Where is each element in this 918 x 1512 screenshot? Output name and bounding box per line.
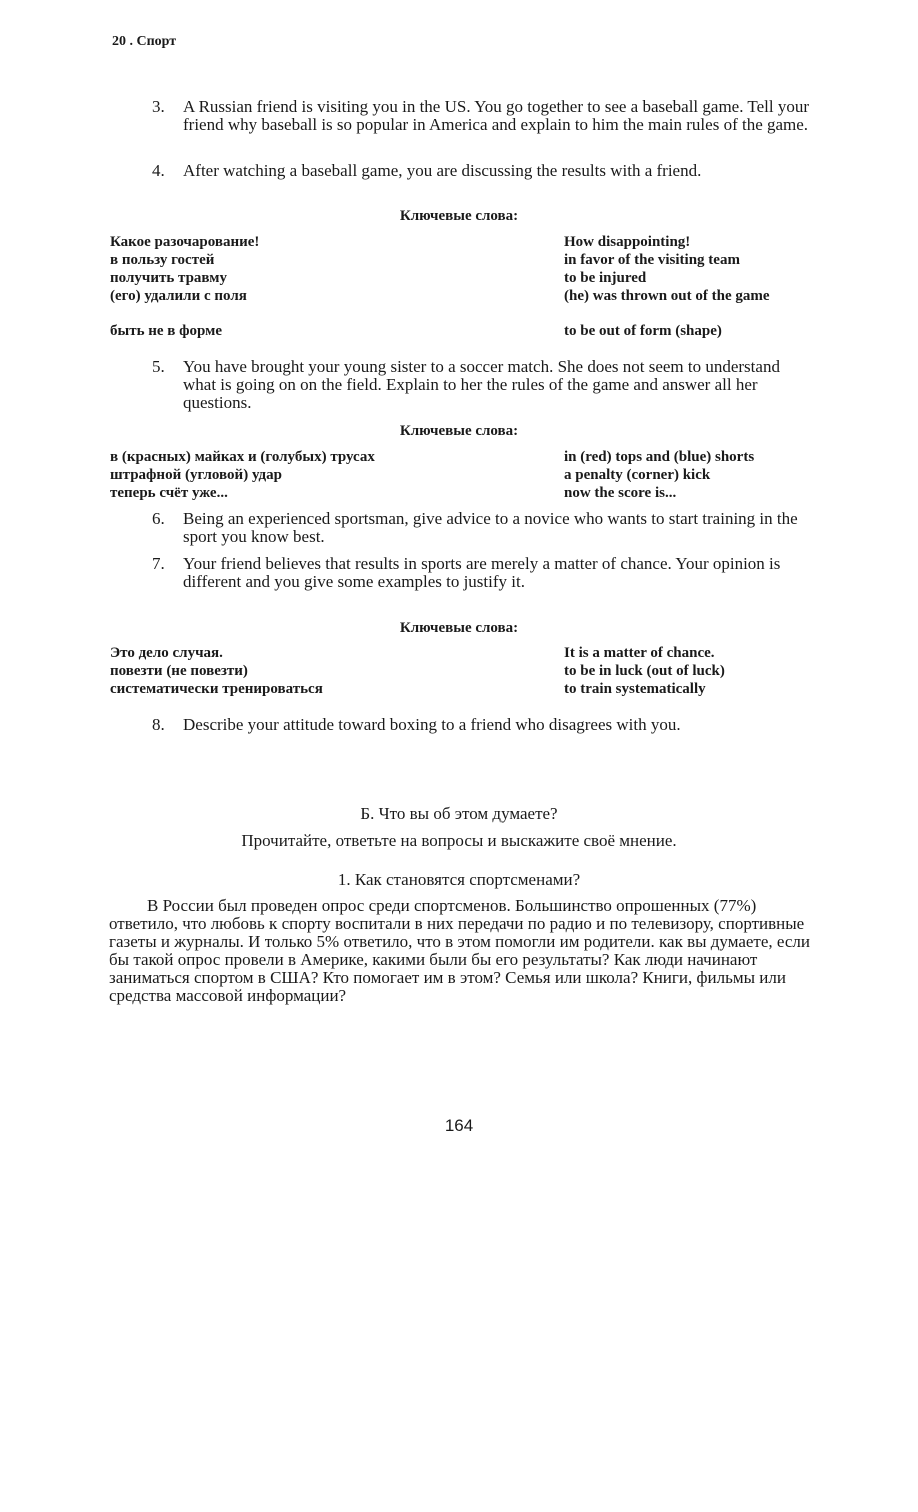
keyword-en: in (red) tops and (blue) shorts bbox=[564, 449, 755, 465]
keyword-en: in favor of the visiting team bbox=[564, 252, 740, 268]
task-4 bbox=[152, 162, 817, 180]
task-5 bbox=[152, 358, 817, 412]
task-8 bbox=[152, 716, 817, 734]
task-text: Being an experienced sportsman, give advice to a novice who wants to start training in the sport you know best. bbox=[183, 509, 798, 546]
keyword-ru: быть не в форме bbox=[110, 323, 223, 339]
keyword-en: How disappointing! bbox=[564, 234, 691, 250]
keyword-ru: (его) удалили с поля bbox=[110, 288, 247, 304]
section-instruction: Прочитайте, ответьте на вопросы и выскажите своё мнение. bbox=[241, 831, 677, 850]
task-text: You have brought your young sister to a soccer match. She does not seem to understand what is going on on the field. Explain to her the rules of the game and answer all her questions. bbox=[183, 357, 780, 412]
keyword-ru: систематически тренироваться bbox=[110, 681, 323, 697]
task-number: 7. bbox=[152, 554, 165, 573]
keywords-heading: Ключевые слова: bbox=[399, 423, 519, 439]
keyword-ru: теперь счёт уже... bbox=[110, 485, 228, 501]
task-text: A Russian friend is visiting you in the US. You go together to see a baseball game. Tell your friend why baseball is so popular in America and explain to him the main rules of the game. bbox=[183, 97, 810, 134]
keyword-en: It is a matter of chance. bbox=[564, 645, 715, 661]
keyword-ru: повезти (не повезти) bbox=[110, 663, 248, 679]
keyword-en: to be out of form (shape) bbox=[564, 323, 722, 339]
keyword-en: (he) was thrown out of the game bbox=[564, 288, 770, 304]
question-title: 1. Как становятся спортсменами? bbox=[337, 870, 581, 889]
keyword-en: to train systematically bbox=[564, 681, 706, 697]
keyword-ru: штрафной (угловой) удар bbox=[110, 467, 282, 483]
task-3 bbox=[152, 98, 817, 134]
body-paragraph: В России был проведен опрос среди спортсменов. Большинство опрошенных (77%) ответило, что любовь к спорту воспитали в них передачи по радио и по телевизору, спортивные газеты и журналы. И только 5% ответило, что в этом помогли им родители. как вы думаете, если бы такой опрос провели в Америке, какими были бы его результаты? Как люди начинают заниматься спортом в США? Кто помогает им в этом? Семья или школа? Книги, фильмы или средства массовой информации? bbox=[109, 896, 811, 1005]
keyword-ru: получить травму bbox=[110, 270, 227, 286]
task-number: 3. bbox=[152, 97, 165, 116]
task-7 bbox=[152, 555, 817, 591]
task-number: 6. bbox=[152, 509, 165, 528]
task-6 bbox=[152, 510, 817, 546]
keyword-en: now the score is... bbox=[564, 485, 677, 501]
task-text: Your friend believes that results in sports are merely a matter of chance. Your opinion is different and you give some examples to justify it. bbox=[183, 554, 781, 591]
task-number: 8. bbox=[152, 715, 165, 734]
task-number: 4. bbox=[152, 161, 165, 180]
keyword-ru: Это дело случая. bbox=[110, 645, 223, 661]
running-header: 20 . Спорт bbox=[112, 34, 177, 49]
keyword-en: to be injured bbox=[564, 270, 647, 286]
keyword-ru: в (красных) майках и (голубых) трусах bbox=[110, 449, 375, 465]
keyword-ru: Какое разочарование! bbox=[110, 234, 260, 250]
keywords-heading: Ключевые слова: bbox=[399, 208, 519, 224]
page-number: 164 bbox=[444, 1116, 474, 1135]
task-text: Describe your attitude toward boxing to a friend who disagrees with you. bbox=[183, 715, 681, 734]
task-number: 5. bbox=[152, 357, 165, 376]
keyword-en: a penalty (corner) kick bbox=[564, 467, 711, 483]
keyword-ru: в пользу гостей bbox=[110, 252, 215, 268]
keywords-heading: Ключевые слова: bbox=[399, 620, 519, 636]
task-text: After watching a baseball game, you are discussing the results with a friend. bbox=[183, 161, 702, 180]
keyword-en: to be in luck (out of luck) bbox=[564, 663, 725, 679]
section-title: Б. Что вы об этом думаете? bbox=[360, 804, 558, 823]
